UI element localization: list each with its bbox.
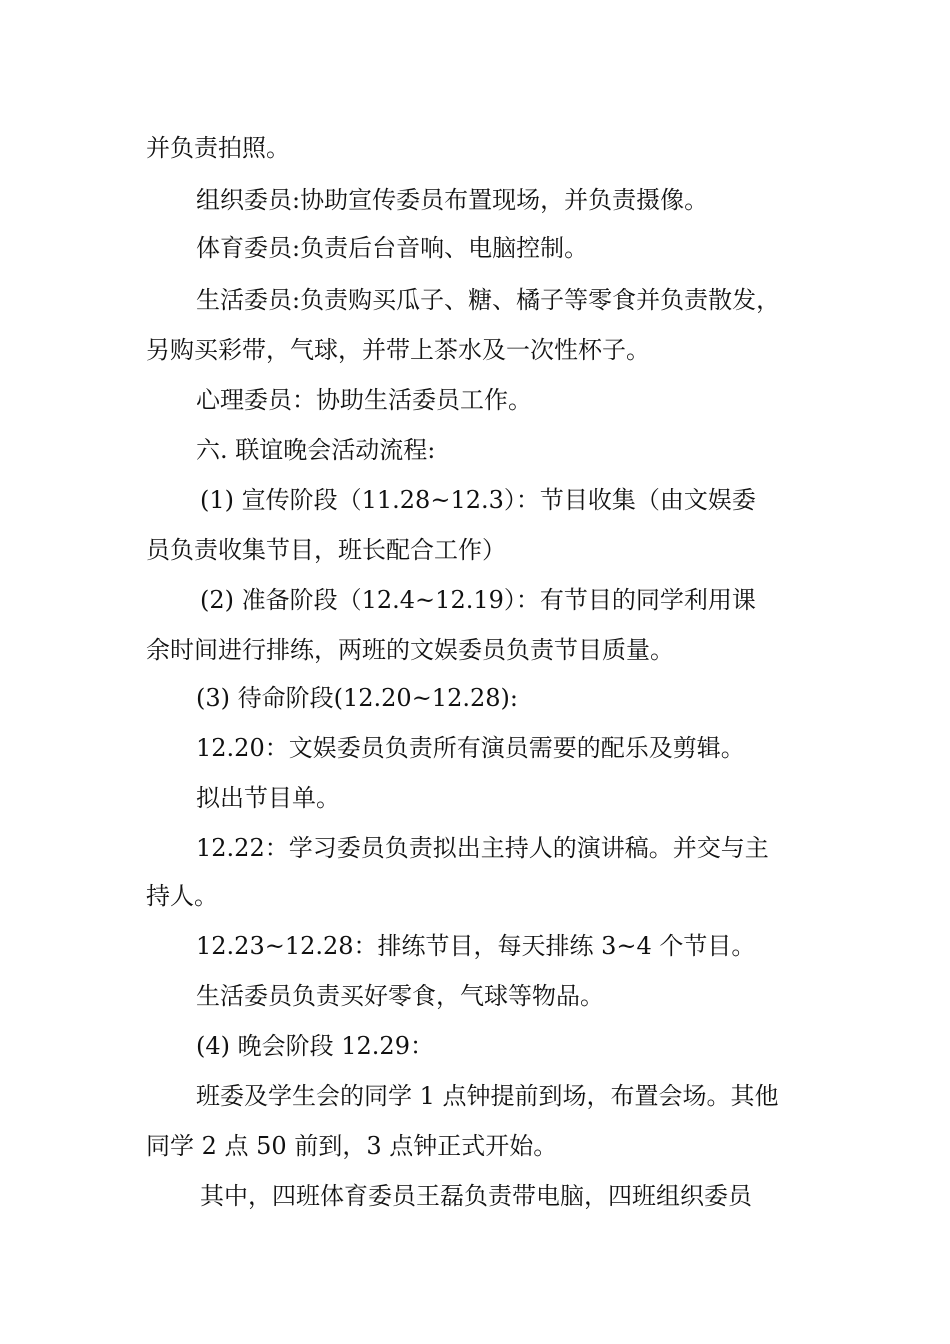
- paragraph-line: 另购买彩带，气球，并带上茶水及一次性杯子。: [146, 336, 650, 364]
- paragraph-line: 生活委员负责买好零食，气球等物品。: [196, 982, 604, 1010]
- paragraph-line: 体育委员:负责后台音响、电脑控制。: [196, 234, 589, 262]
- paragraph-line: 生活委员:负责购买瓜子、糖、橘子等零食并负责散发，: [196, 286, 781, 314]
- paragraph-line: 班委及学生会的同学 1 点钟提前到场，布置会场。其他: [196, 1082, 779, 1110]
- paragraph-line: 拟出节目单。: [196, 784, 340, 812]
- paragraph-line: 员负责收集节目，班长配合工作）: [146, 536, 506, 564]
- paragraph-line: 组织委员:协助宣传委员布置现场，并负责摄像。: [196, 186, 709, 214]
- paragraph-line: 12.22：学习委员负责拟出主持人的演讲稿。并交与主: [196, 834, 769, 862]
- paragraph-line: 并负责拍照。: [146, 134, 290, 162]
- section-heading: 六. 联谊晚会活动流程:: [196, 436, 436, 464]
- paragraph-line: (3) 待命阶段(12.20~12.28):: [196, 684, 518, 712]
- paragraph-line: 心理委员：协助生活委员工作。: [196, 386, 532, 414]
- paragraph-line: 同学 2 点 50 前到，3 点钟正式开始。: [146, 1132, 558, 1160]
- paragraph-line: 12.20：文娱委员负责所有演员需要的配乐及剪辑。: [196, 734, 745, 762]
- paragraph-line: (2) 准备阶段（12.4~12.19）：有节目的同学利用课: [200, 586, 756, 614]
- paragraph-line: (4) 晚会阶段 12.29：: [196, 1032, 434, 1060]
- paragraph-line: 12.23~12.28：排练节目，每天排练 3~4 个节目。: [196, 932, 756, 960]
- paragraph-line: 其中，四班体育委员王磊负责带电脑，四班组织委员: [200, 1182, 752, 1210]
- paragraph-line: (1) 宣传阶段（11.28~12.3）：节目收集（由文娱委: [200, 486, 756, 514]
- paragraph-line: 持人。: [146, 882, 218, 910]
- paragraph-line: 余时间进行排练，两班的文娱委员负责节目质量。: [146, 636, 674, 664]
